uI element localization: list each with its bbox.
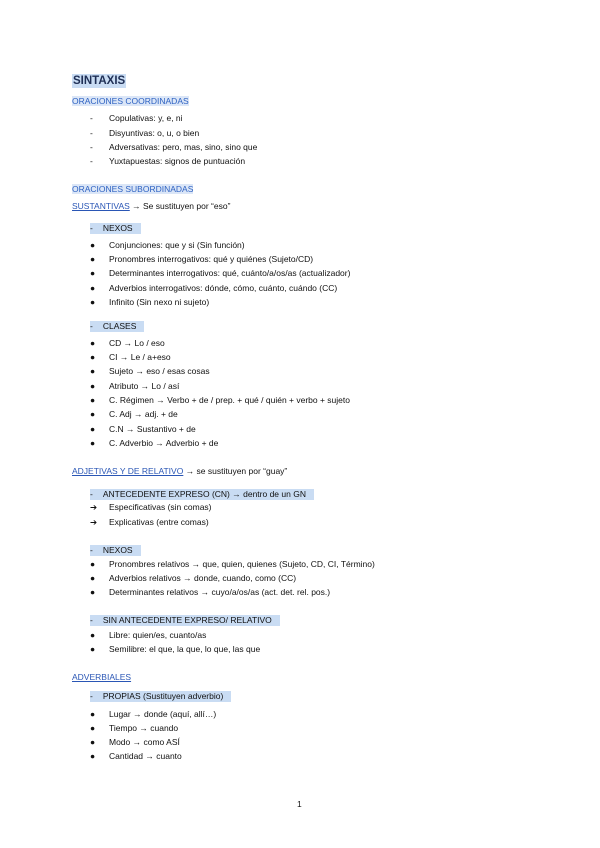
group-heading-nexos: - NEXOS xyxy=(90,223,141,234)
page-title: SINTAXIS xyxy=(73,75,126,87)
page-number: 1 xyxy=(297,799,302,809)
section-heading-coordinadas: ORACIONES COORDINADAS xyxy=(72,96,189,106)
subsection-adverbiales: ADVERBIALES xyxy=(72,672,132,682)
group-heading-antecedente: - ANTECEDENTE EXPRESO (CN) → dentro de un GN xyxy=(90,489,314,500)
group-heading-propias: - PROPIAS (Sustituyen adverbio) xyxy=(90,691,231,702)
subsection-sustantivas: SUSTANTIVAS → Se sustituyen por “eso” xyxy=(72,201,231,211)
group-heading-nexos-relativos: - NEXOS xyxy=(90,545,141,556)
section-heading-subordinadas: ORACIONES SUBORDINADAS xyxy=(72,184,194,194)
group-heading-clases: - CLASES xyxy=(90,321,144,332)
group-heading-sin-antecedente: - SIN ANTECEDENTE EXPRESO/ RELATIVO xyxy=(90,615,280,626)
subsection-adjetivas: ADJETIVAS Y DE RELATIVO → se sustituyen por “guay” xyxy=(72,466,288,476)
document-page: SINTAXIS ORACIONES COORDINADAS - Copulativas: y, e, ni - Disyuntivas: o, u, o bien - Adversativas: pero, mas, sino, sino que - Yuxtapuestas: signos de puntuación ORACIONES SUBORDINADAS SUSTANTIVAS → Se sustituyen por “eso” - NEXOS ● Conjunciones: que y si (Sin función) ● Pronombres interrogativos: qué y quiénes (Sujeto/CD) ● Determinantes interrogativos: qué, cuánto/a/os/as (actualizador) ● Adverbios interrogativos: dónde, cómo, cuánto, cuándo (CC) ● Infinito (Sin nexo ni sujeto) - CLASES ● CD → Lo / eso ● CI → Le / a+eso ● Sujeto → eso / esas cosas ● Atributo → Lo / así ● C. Régimen → Verbo + de / prep. + qué / quién + verbo + sujeto ● C. Adj → adj. + de ● C.N → Sustantivo + de ● C. Adverbio → Adverbio + de ADJETIVAS Y DE RELATIVO → se sustituyen por “guay” - ANTECEDENTE EXPRESO (CN) → dentro de un GN ➔ Especificativas (sin comas) ➔ Explicativas (entre comas) - NEXOS ● Pronombres relativos → que, quien, quienes (Sujeto, CD, CI, Término) ● Adverbios relativos → donde, cuando, como (CC) ● Determinantes relativos → cuyo/a/os/as (act. det. rel. pos.) - SIN ANTECEDENTE EXPRESO/ RELATIVO ● Libre: quien/es, cuanto/as ● Semilibre: el que, la que, lo que, las que ADVERBIALES - PROPIAS (Sustituyen adverbio) ● Lugar → donde (aquí, allí…) ● Tiempo → cuando ● Modo → como ASÍ ● Cantidad → cuanto 1 xyxy=(72,75,375,809)
